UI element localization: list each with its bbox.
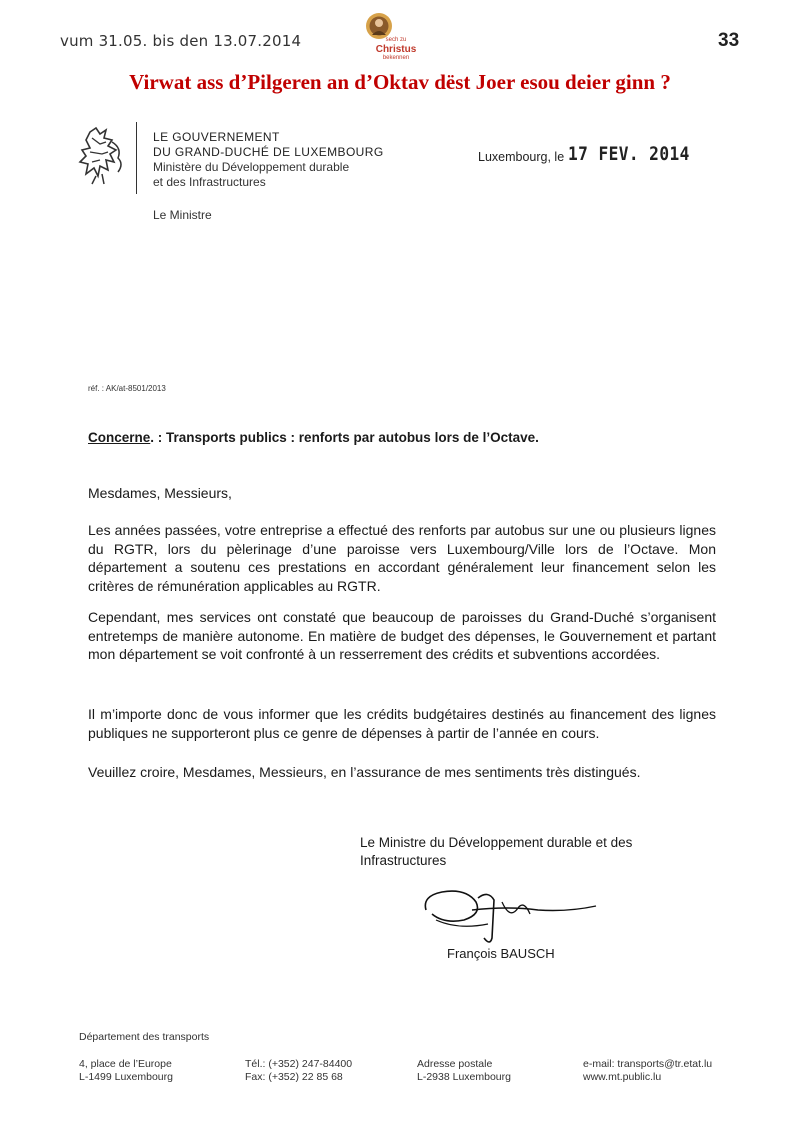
footer-phone — [245, 1058, 352, 1084]
footer-department: Département des transports — [79, 1031, 210, 1043]
footer-address-line1: 4, place de l’Europe — [79, 1058, 172, 1070]
paragraph-2: Cependant, mes services ont constaté que beaucoup de paroisses du Grand-Duché s’organisent entretemps de manière autonome. En matière de budget des dépenses, le Gouvernement et partant mon département se voit confronté à un resserrement des crédits et subventions accordées. — [88, 609, 716, 662]
subject-line — [88, 430, 539, 445]
gov-line1: LE GOUVERNEMENT — [153, 130, 280, 144]
footer-postal-line: L-2938 Luxembourg — [417, 1071, 511, 1083]
ministry-line2: et des Infrastructures — [153, 175, 266, 189]
footer-postal — [417, 1058, 511, 1084]
letterhead-government — [153, 130, 384, 190]
letter-date-stamp: 17 FEV. 2014 — [568, 143, 690, 165]
footer-postal-label: Adresse postale — [417, 1058, 493, 1070]
logo-text-small: sech zu — [385, 37, 407, 43]
closing: Veuillez croire, Mesdames, Messieurs, en l’assurance de mes sentiments très distingués. — [88, 764, 641, 780]
logo-caption — [370, 36, 422, 63]
footer-email: e-mail: transports@tr.etat.lu — [583, 1058, 713, 1070]
luxembourg-lion-crest-icon — [78, 124, 128, 188]
paragraph-3: Il m’importe donc de vous informer que les crédits budgétaires destinés au financement des lignes publiques ne supporteront plus ce genre de dépenses à partir de l’année en cours. — [88, 706, 716, 741]
logo-text-big: Christus — [375, 44, 417, 55]
footer-web: www.mt.public.lu — [583, 1071, 662, 1083]
paragraph-1: Les années passées, votre entreprise a effectué des renforts par autobus sur une ou plusieurs lignes du RGTR, lors du pèlerinage d’une paroisse vers Luxembourg/Ville lors de l’Octave. Mon département a soutenu ces prestations en accordant généralement leur financement selon les critères de rémunération applicables au RGTR. — [88, 522, 716, 594]
ministry-line1: Ministère du Développement durable — [153, 160, 350, 174]
headline: Virwat ass d’Pilgeren an d’Oktav dëst Joer esou deier ginn ? — [129, 70, 671, 94]
letter-place: Luxembourg, le — [478, 150, 565, 164]
signatory-name: François BAUSCH — [447, 946, 555, 961]
page-number: 33 — [718, 30, 740, 51]
salutation: Mesdames, Messieurs, — [88, 485, 232, 501]
logo-text-small2: bekennen — [382, 55, 410, 61]
footer-address-line2: L-1499 Luxembourg — [79, 1071, 173, 1083]
footer-fax: Fax: (+352) 22 85 68 — [245, 1071, 343, 1083]
signatory-title-line2: Infrastructures — [360, 853, 447, 868]
footer-address — [79, 1058, 173, 1084]
footer-tel: Tél.: (+352) 247-84400 — [245, 1058, 353, 1070]
header-date-range: vum 31.05. bis den 13.07.2014 — [60, 32, 302, 50]
subject-label: Concerne — [88, 430, 151, 445]
handwritten-signature — [418, 880, 608, 950]
subject-text: . : Transports publics : renforts par autobus lors de l’Octave. — [150, 430, 539, 445]
gov-line2: DU GRAND-DUCHÉ DE LUXEMBOURG — [153, 145, 384, 159]
signatory-title — [360, 834, 660, 870]
letterhead-divider — [136, 122, 137, 194]
le-ministre-label: Le Ministre — [153, 208, 212, 222]
reference-number: réf. : AK/at-8501/2013 — [88, 384, 166, 393]
signatory-title-line1: Le Ministre du Développement durable et des — [360, 835, 633, 850]
footer-contact — [583, 1058, 712, 1084]
